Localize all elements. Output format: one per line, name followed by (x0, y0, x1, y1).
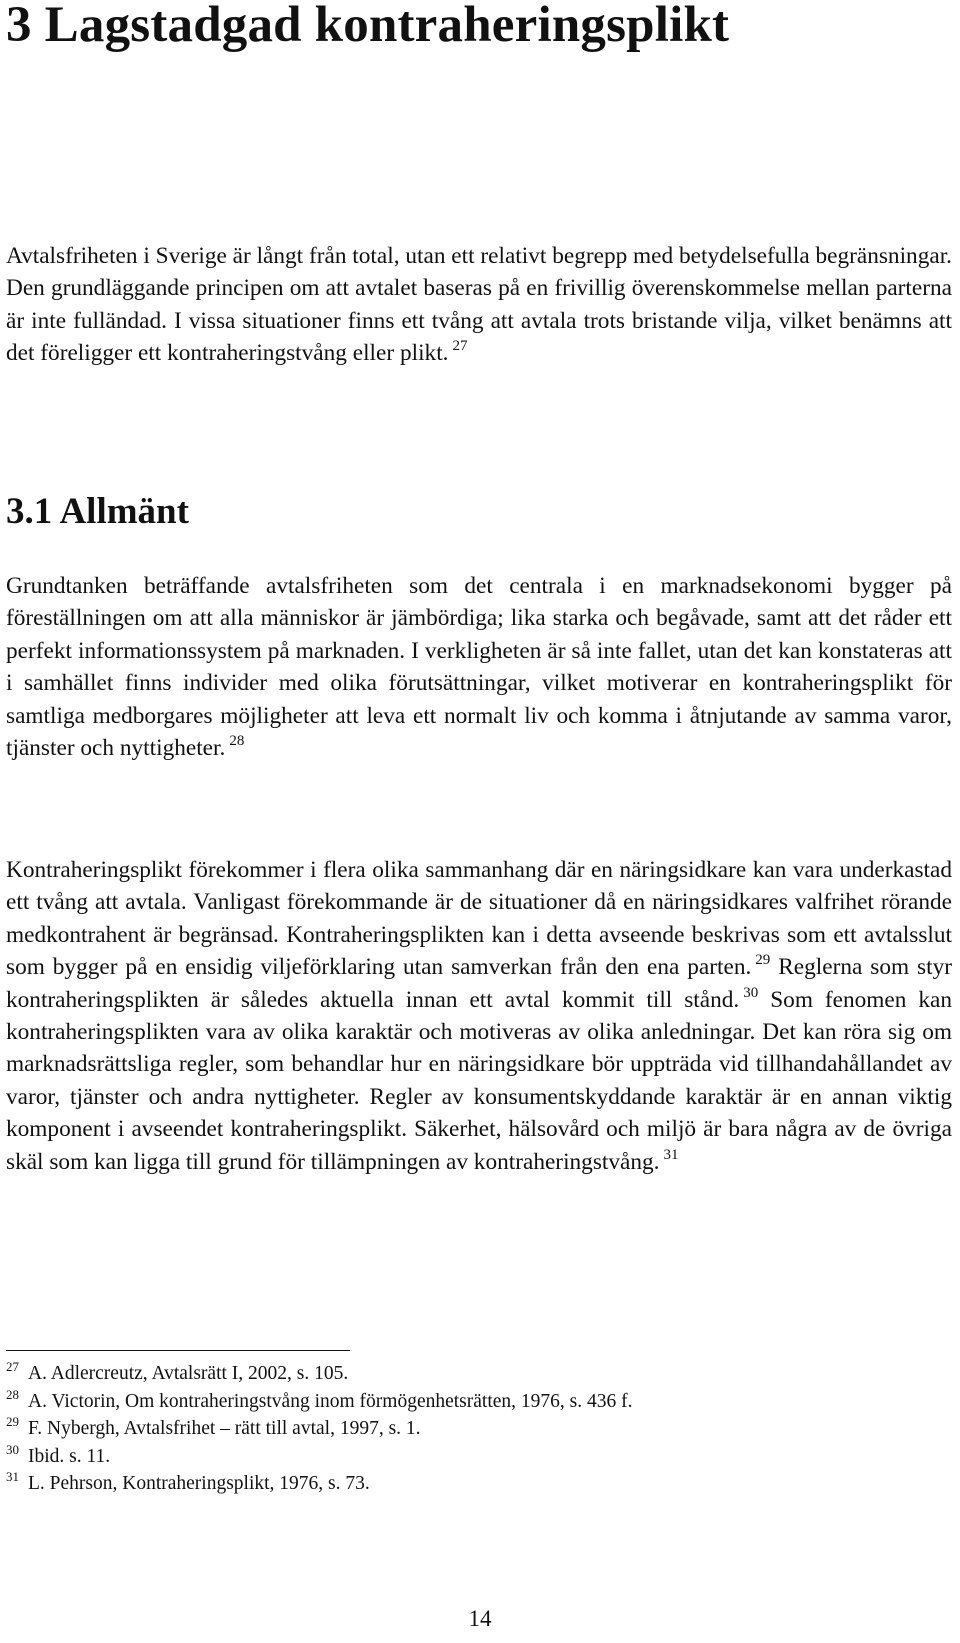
intro-paragraph (6, 240, 952, 370)
footnote-text: A. Adlercreutz, Avtalsrätt I, 2002, s. 105. (28, 1363, 349, 1384)
footnote (6, 1443, 952, 1471)
footnote-number: 30 (6, 1441, 19, 1457)
footnote-number: 29 (6, 1414, 19, 1429)
footnote (6, 1388, 952, 1416)
footnote-text: L. Pehrson, Kontraheringsplikt, 1976, s. 73. (28, 1473, 370, 1494)
paragraph-text: Kontraheringsplikt förekommer i flera olika sammanhang där en näringsidkare kan vara underkastad ett tvång att avtala. Vanligast förekommande är de situationer då en näringsidkares valfrihet rörande medkontrahent är begränsad. Kontraheringsplikten kan i detta avseende beskrivas som ett avtalsslut som bygger på en ensidig viljeförklaring utan samverkan från den ena parten. (6, 857, 952, 981)
footnote-text: Ibid. s. 11. (28, 1445, 111, 1467)
footnote (6, 1415, 952, 1443)
footnote-number: 31 (6, 1469, 19, 1484)
paragraph-text: Grundtanken beträffande avtalsfriheten som det centrala i en marknadsekonomi bygger på föreställningen om att alla människor är jämbördiga; lika starka och begåvade, samt att det råder ett perfekt informationssystem på marknaden. I verkligheten är så inte fallet, utan det kan konstateras att i samhället finns individer med olika förutsättningar, vilket motiverar en kontraheringsplikt för samtliga medborgares möjligheter att leva ett normalt liv och komma i åtnjutande av samma varor, tjänster och nyttigheter. (6, 573, 952, 762)
footnote-list (6, 1360, 952, 1498)
footnote-reference: 29 (755, 952, 771, 969)
paragraph-text: Reglerna som styr kontraheringsplikten är således aktuella innan ett avtal kommit till stånd. (6, 954, 953, 1013)
footnote-reference: 27 (452, 338, 468, 355)
page-number: 14 (468, 1606, 492, 1631)
footnote (6, 1360, 952, 1388)
footnote-reference: 31 (663, 1146, 679, 1163)
footnote-number: 27 (6, 1359, 19, 1374)
document-page (6, 0, 954, 1643)
paragraph-text: Som fenomen kan kontraheringsplikten vara av olika karaktär och motiveras av olika anledningar. Det kan röra sig om marknadsrättsliga regler, som behandlar hur en näringsidkare bör uppträda vid tillhandahållandet av varor, tjänster och andra nyttigheter. Regler av konsumentskyddande karaktär är en annan viktig komponent i avseendet kontraheringsplikt. Säkerhet, hälsovård och miljö är bara några av de övriga skäl som kan ligga till grund för tillämpningen av kontraheringstvång. (6, 986, 952, 1175)
footnote-divider (6, 1350, 350, 1351)
section-paragraph-2 (6, 854, 952, 1178)
chapter-title: 3 Lagstadgad kontraheringsplikt (6, 0, 730, 53)
footnote (6, 1470, 952, 1498)
footnote-text: F. Nybergh, Avtalsfrihet – rätt till avtal, 1997, s. 1. (28, 1418, 421, 1439)
footnote-number: 28 (6, 1386, 19, 1402)
footnote-reference: 28 (229, 733, 245, 750)
section-title: 3.1 Allmänt (6, 491, 189, 532)
section-paragraph-1 (6, 570, 952, 764)
footnote-text: A. Victorin, Om kontraheringstvång inom förmögenhetsrätten, 1976, s. 436 f. (28, 1390, 633, 1412)
footnote-reference: 30 (743, 984, 759, 1001)
intro-paragraph-text: Avtalsfriheten i Sverige är långt från total, utan ett relativt begrepp med betydelsefulla begränsningar. Den grundläggande principen om att avtalet baseras på en frivillig överenskommelse mellan parterna är inte fulländad. I vissa situationer finns ett tvång att avtala trots bristande vilja, vilket benämns att det föreligger ett kontraheringstvång eller plikt. (6, 243, 952, 367)
